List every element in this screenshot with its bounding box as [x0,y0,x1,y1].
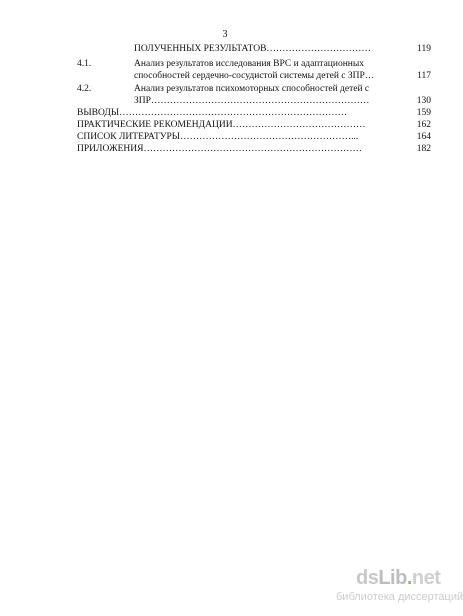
toc-entry-page: 159 [416,108,431,118]
watermark-title [356,567,440,590]
toc-entry-text: СПИСОК ЛИТЕРАТУРЫ………………………………………………... [77,132,359,142]
toc-entry-text: ПРИЛОЖЕНИЯ…………………………………………………………… [77,144,362,154]
toc-entry-page: 117 [417,71,431,81]
watermark-dot: . [406,567,412,589]
toc-entry-page: 162 [416,120,431,130]
toc-entry-text: Анализ результатов психомоторных способностей детей с [134,84,370,94]
toc-entry-page: 130 [416,96,431,106]
toc-entry-text: способностей сердечно-сосудистой системы детей с ЗПР… [134,71,375,81]
toc-entry-number: 4.1. [77,59,92,69]
watermark-subtitle: библиотека диссертаций [336,591,463,603]
page-number: 3 [222,29,228,40]
toc-entry-page: 182 [416,144,431,154]
toc-entry-text: ВЫВОДЫ……………………………………………………………… [77,108,348,118]
toc-entry-text: ЗПР…………………………………………………………… [134,96,370,106]
watermark-logo [336,567,463,607]
toc-entry-text: ПОЛУЧЕННЫХ РЕЗУЛЬТАТОВ…………………………… [134,44,371,54]
watermark-lib: Lib [378,567,407,589]
toc-entry-page: 164 [416,132,431,142]
watermark-ds: ds [356,567,379,589]
toc-entry-number: 4.2. [77,84,92,94]
toc-entry-text: Анализ результатов исследования ВРС и адаптационных [134,59,365,69]
watermark-net: net [411,567,441,589]
toc-entry-page: 119 [417,44,431,54]
toc-entry-text: ПРАКТИЧЕСКИЕ РЕКОМЕНДАЦИИ…………………………………… [77,120,366,130]
